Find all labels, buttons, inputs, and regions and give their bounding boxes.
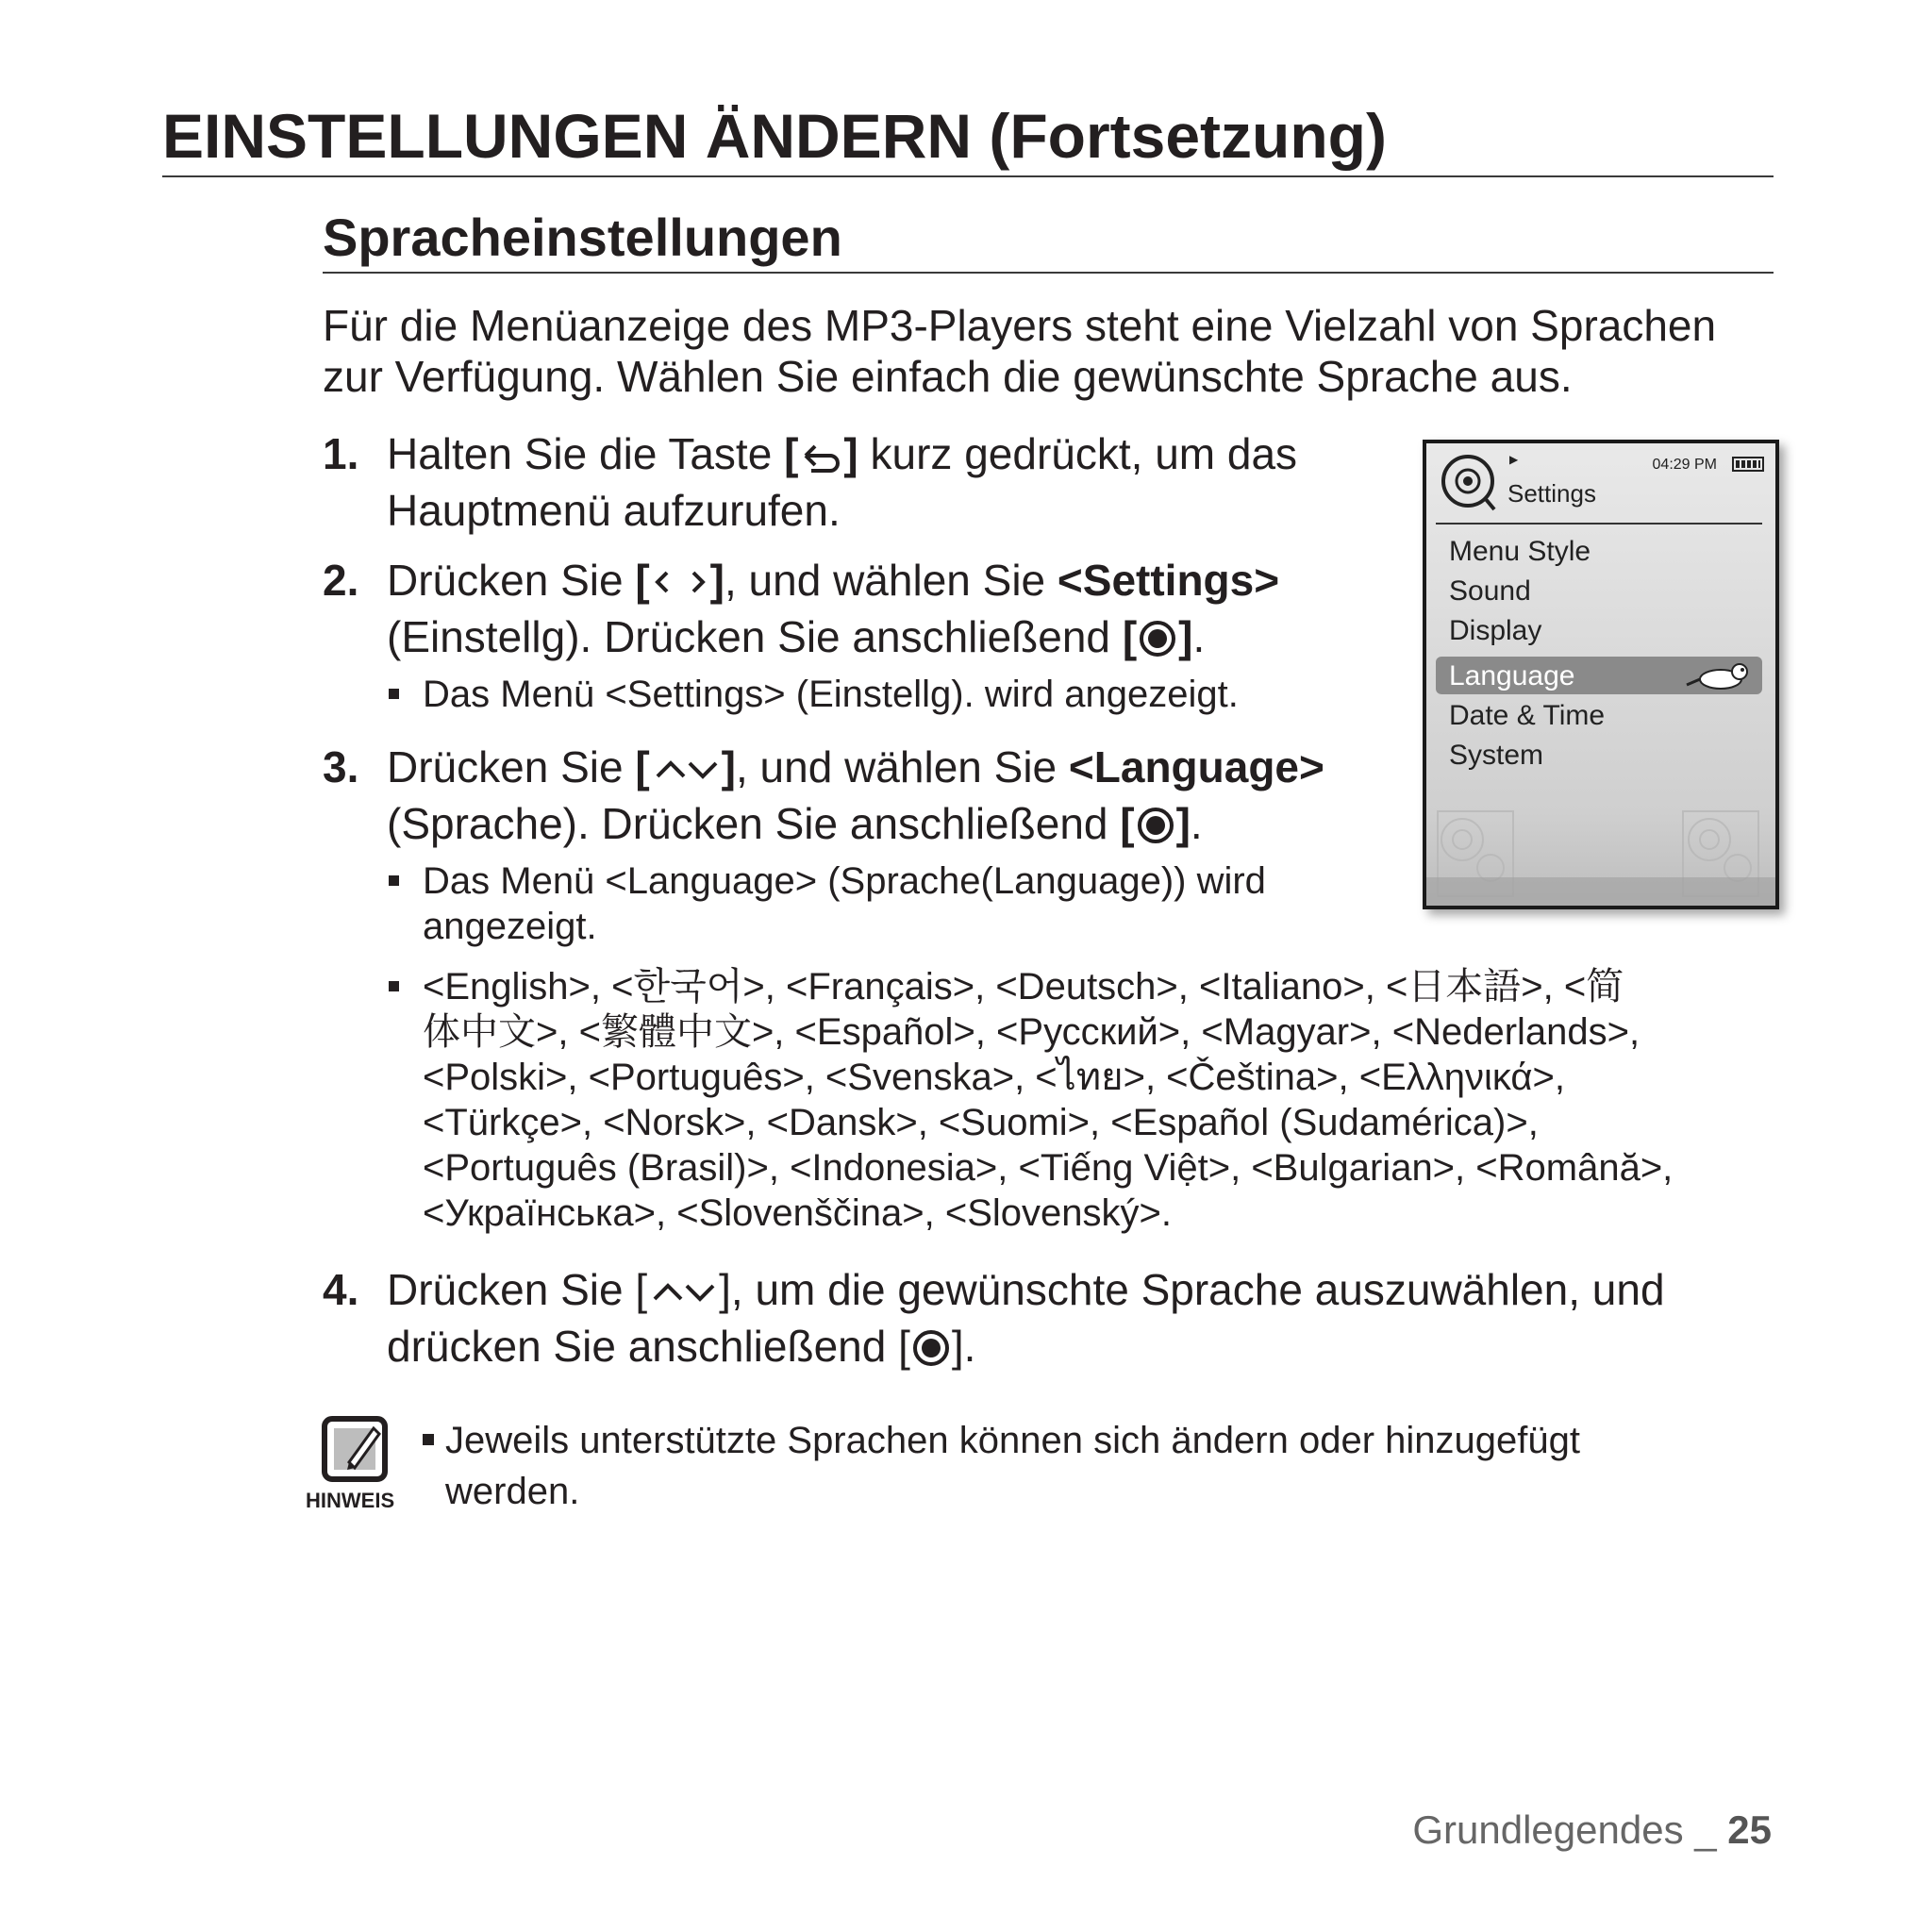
device-menu-item[interactable]: Display (1449, 615, 1542, 646)
bullet-text: Das Menü <Settings> (Einstellg). wird angezeigt. (423, 674, 1239, 715)
step-text: , und wählen Sie (736, 742, 1069, 791)
play-indicator-icon: ▶ (1509, 453, 1519, 466)
settings-label: <Settings> (1057, 556, 1280, 605)
device-menu-item[interactable]: Date & Time (1449, 700, 1606, 731)
step-text: kurz gedrückt, um das (858, 429, 1298, 478)
device-menu-item[interactable]: Sound (1449, 575, 1531, 607)
language-list (389, 964, 1785, 1247)
intro-line-2: zur Verfügung. Wählen Sie einfach die gewünschte Sprache aus. (323, 352, 1573, 401)
bracket: [ (1122, 612, 1138, 661)
device-menu-item[interactable]: Menu Style (1449, 536, 1591, 567)
language-label: <Language> (1068, 742, 1324, 791)
note-label: HINWEIS (306, 1489, 395, 1512)
device-menu-item-selected[interactable]: Language (1449, 660, 1575, 691)
up-down-icon (650, 747, 722, 798)
bracket: ] (843, 429, 858, 478)
intro-line-1: Für die Menüanzeige des MP3-Players steht eine Vielzahl von Sprachen (323, 301, 1717, 350)
select-button-icon (910, 1326, 952, 1377)
language-list-line: <English>, <한국어>, <Français>, <Deutsch>, <Italiano>, <日本語>, <简 (423, 966, 1624, 1008)
bracket: ] (1175, 799, 1191, 848)
device-screen (1423, 440, 1779, 909)
step-text: (Sprache). Drücken Sie anschließend (387, 799, 1121, 848)
step-number: 4. (323, 1265, 359, 1314)
step-text: Drücken Sie [ (387, 1265, 648, 1314)
step-text: Hauptmenü aufzurufen. (387, 486, 841, 535)
section-title: Spracheinstellungen (323, 206, 1774, 274)
footer-section: Grundlegendes _ (1412, 1807, 1728, 1852)
page-footer (1412, 1807, 1772, 1853)
bullet-icon (389, 689, 399, 699)
step-1 (323, 428, 1398, 535)
select-button-icon (1137, 617, 1178, 668)
step-3-bullet (389, 858, 1417, 953)
step-number: 2. (323, 556, 359, 605)
language-list-line: <Polski>, <Português>, <Svenska>, <ไทย>, <Čeština>, <Ελληνικά>, (423, 1057, 1566, 1098)
mascot-icon (1679, 657, 1755, 694)
step-2-bullet (389, 672, 1389, 719)
language-list-line: <Українська>, <Slovenščina>, <Slovenský>. (423, 1192, 1172, 1234)
bracket: [ (635, 556, 650, 605)
bullet-text: angezeigt. (423, 906, 597, 947)
language-list-line: 体中文>, <繁體中文>, <Español>, <Русский>, <Magyar>, <Nederlands>, (423, 1011, 1641, 1053)
back-icon (798, 434, 843, 485)
step-text: Halten Sie die Taste (387, 429, 785, 478)
up-down-icon (647, 1270, 719, 1321)
bullet-icon (389, 875, 399, 886)
bracket: [ (784, 429, 799, 478)
bracket: [ (1120, 799, 1135, 848)
step-number: 1. (323, 429, 359, 478)
settings-icon (1440, 453, 1496, 509)
clock: 04:29 PM (1652, 457, 1717, 473)
step-text: (Einstellg). Drücken Sie anschließend (387, 612, 1123, 661)
step-text: , und wählen Sie (724, 556, 1058, 605)
note-icon (321, 1415, 392, 1485)
device-menu-item[interactable]: System (1449, 740, 1544, 771)
step-number: 3. (323, 742, 359, 791)
step-text: . (1192, 612, 1206, 661)
note-text (423, 1415, 1781, 1528)
device-header-title: Settings (1507, 479, 1596, 508)
bracket: [ (635, 742, 650, 791)
bracket: ] (1178, 612, 1193, 661)
language-list-line: <Português (Brasil)>, <Indonesia>, <Tiếng Việt>, <Bulgarian>, <Română>, (423, 1147, 1674, 1189)
battery-icon (1732, 457, 1764, 472)
step-3 (323, 741, 1417, 855)
bracket: ] (721, 742, 736, 791)
step-text: Drücken Sie (387, 556, 636, 605)
step-text: ]. (951, 1322, 976, 1371)
bullet-text: Das Menü <Language> (Sprache(Language)) wird (423, 860, 1266, 902)
note-line: Jeweils unterstützte Sprachen können sich ändern oder hinzugefügt (445, 1420, 1580, 1461)
select-button-icon (1135, 804, 1176, 855)
page-title: EINSTELLUNGEN ÄNDERN (Fortsetzung) (162, 98, 1774, 177)
step-text: ], um die gewünschte Sprache auszuwählen, und (719, 1265, 1665, 1314)
intro-paragraph (323, 300, 1794, 402)
bracket: ] (709, 556, 724, 605)
step-text: . (1190, 799, 1203, 848)
bullet-icon (423, 1434, 434, 1445)
step-text: drücken Sie anschließend [ (387, 1322, 910, 1371)
language-list-line: <Türkçe>, <Norsk>, <Dansk>, <Suomi>, <Español (Sudamérica)>, (423, 1102, 1539, 1143)
step-text: Drücken Sie (387, 742, 636, 791)
step-4 (323, 1264, 1794, 1377)
note-line: werden. (445, 1471, 580, 1512)
bullet-icon (389, 981, 399, 991)
left-right-icon (650, 560, 710, 611)
page-number: 25 (1727, 1807, 1772, 1852)
header-divider (1436, 523, 1762, 525)
